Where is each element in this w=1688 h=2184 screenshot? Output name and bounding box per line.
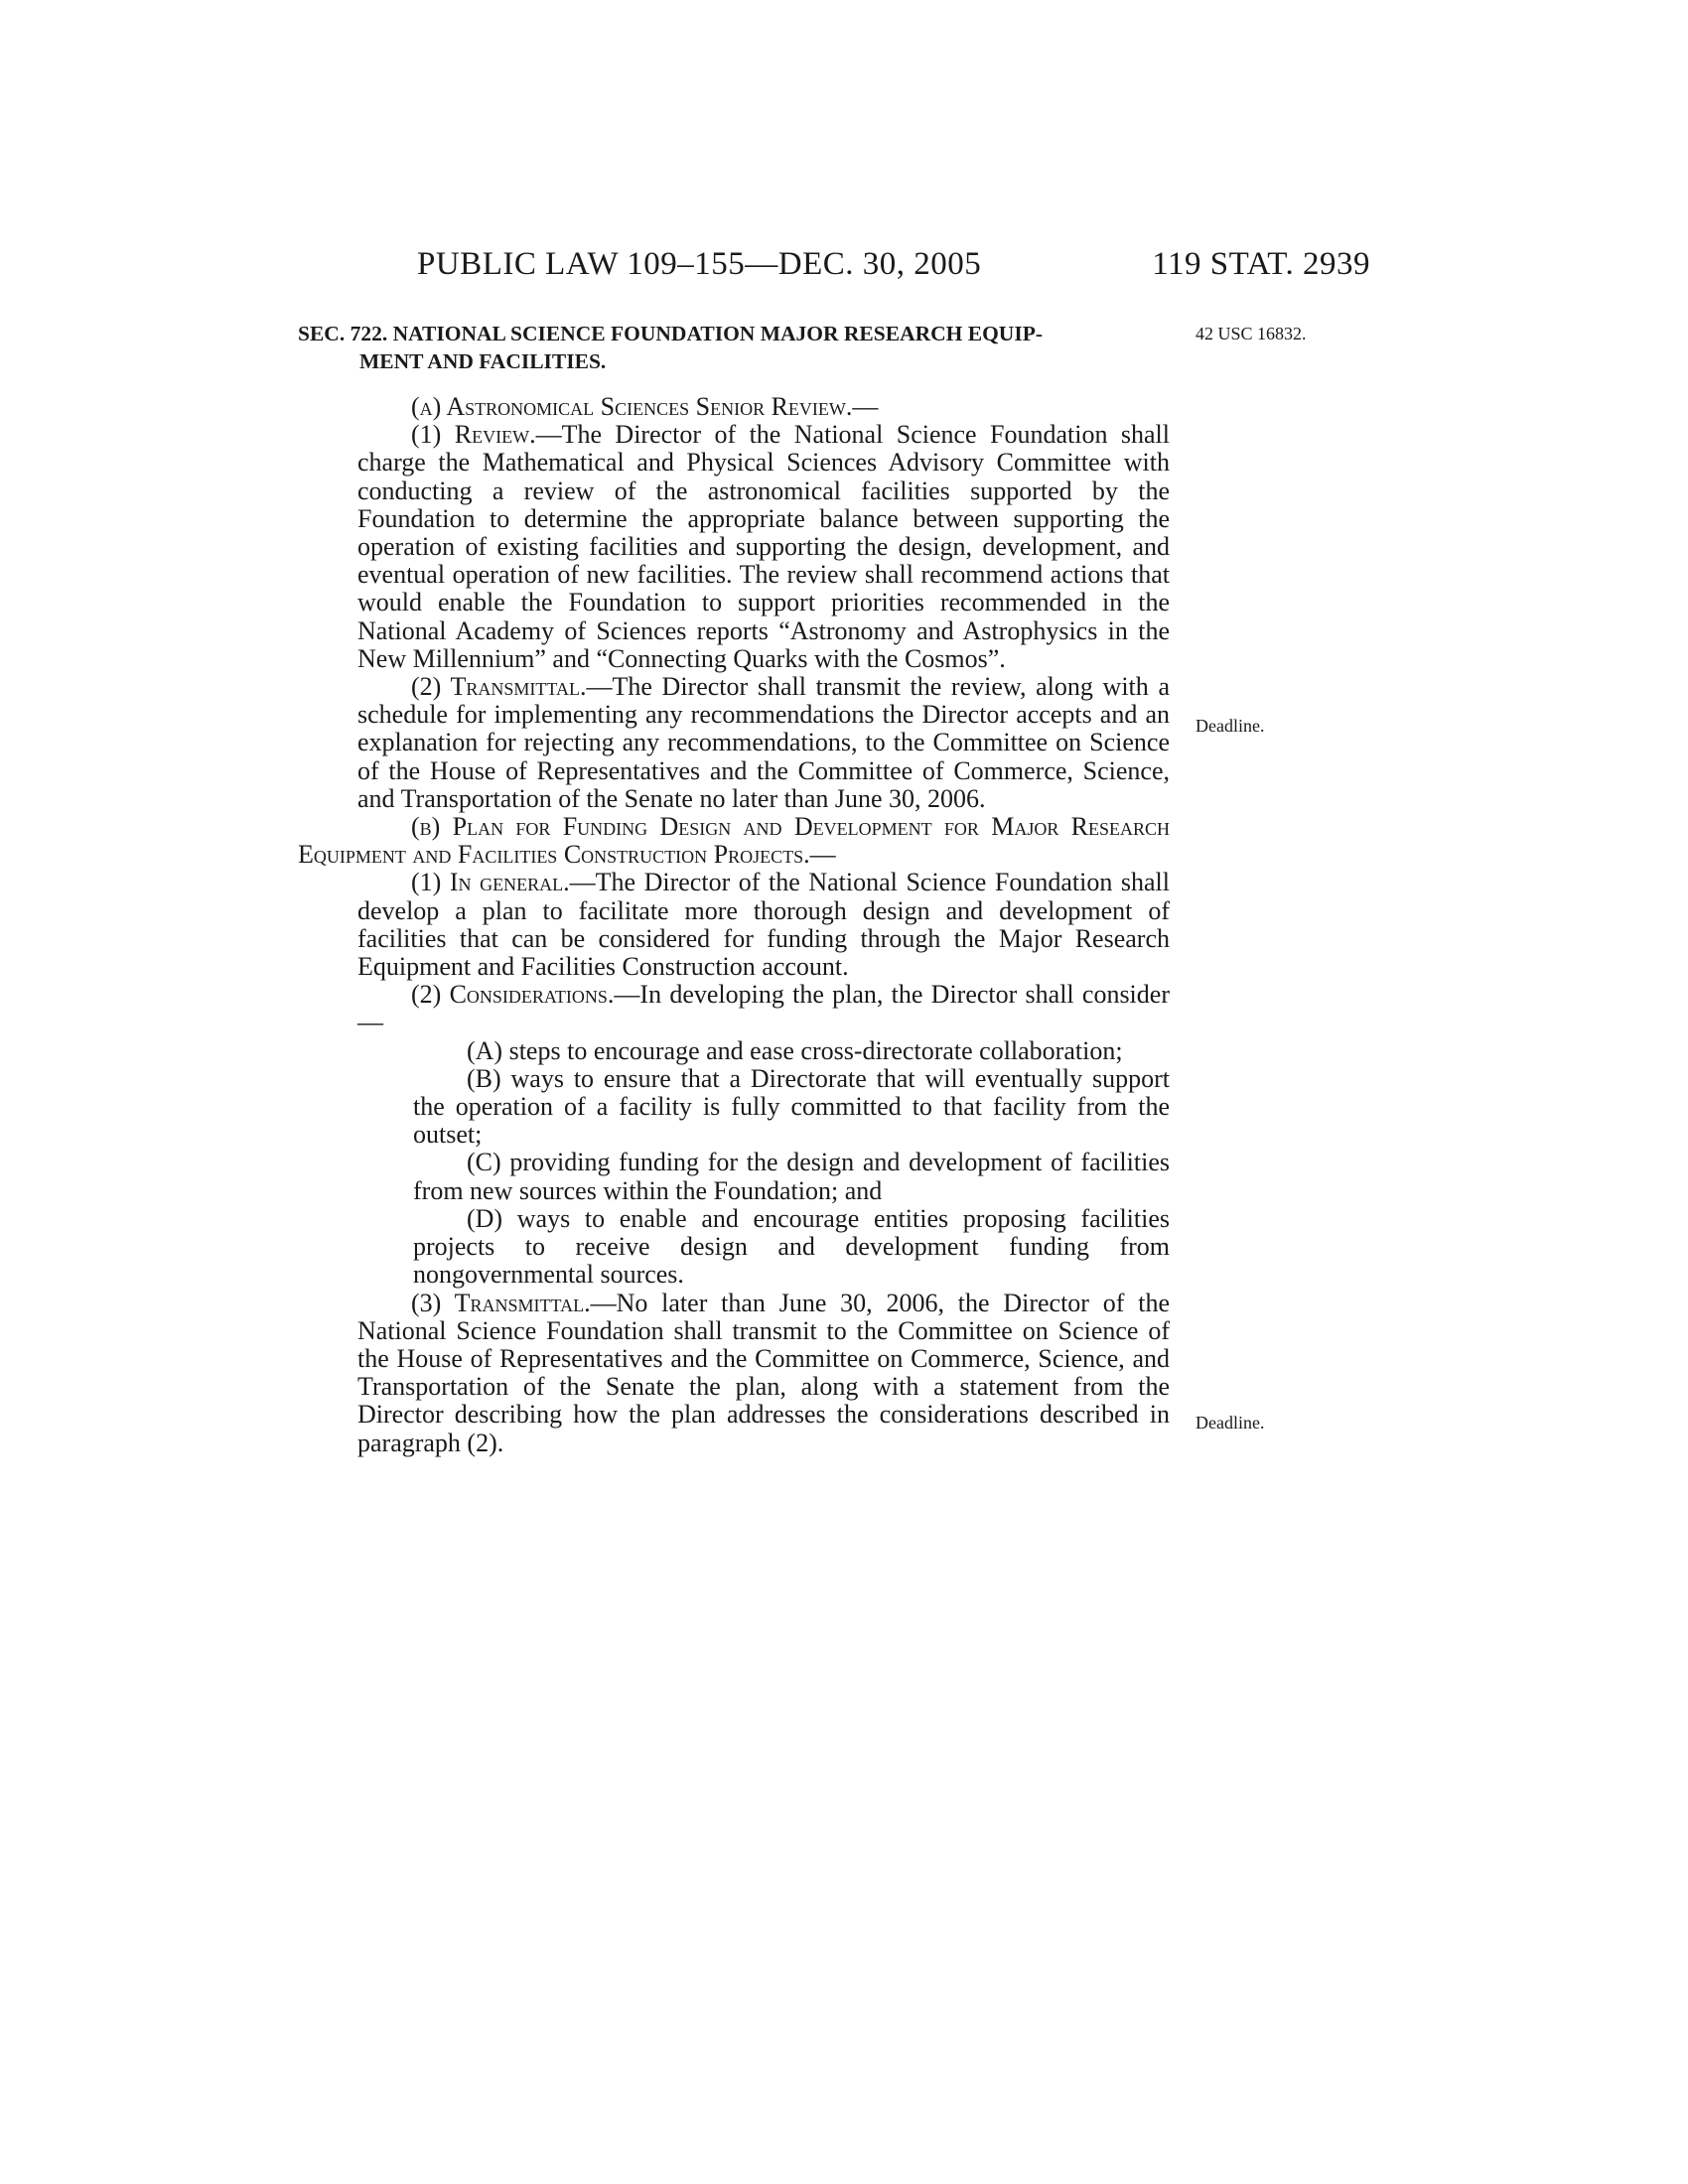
usc-citation: 42 USC 16832. bbox=[1196, 324, 1307, 343]
list-item-c: (C) providing funding for the design and development of facilities from new sources within the Foundation; and bbox=[413, 1148, 1170, 1205]
list-item-a: (A) steps to encourage and ease cross-directorate collaboration; bbox=[467, 1035, 1123, 1065]
section-heading-line2: MENT AND FACILITIES. bbox=[359, 349, 607, 373]
margin-note-deadline-2: Deadline. bbox=[1196, 1413, 1265, 1433]
section-heading bbox=[298, 320, 1172, 375]
subsection-a-heading: (a) Astronomical Sciences Senior Review.— bbox=[411, 392, 879, 421]
list-item-b: (B) ways to ensure that a Directorate that will eventually support the operation of a facility is fully committed to that facility from the outset; bbox=[413, 1063, 1170, 1150]
paragraph-lead: (2) Considerations.— bbox=[411, 980, 640, 1010]
paragraph-lead: (1) Review.— bbox=[411, 420, 562, 450]
paragraph-lead: (3) Transmittal.— bbox=[411, 1288, 617, 1317]
running-head: PUBLIC LAW 109–155—DEC. 30, 2005 bbox=[417, 246, 982, 282]
margin-note-deadline-1: Deadline. bbox=[1196, 716, 1265, 736]
paragraph-text: No later than June 30, 2006, the Director of the National Science Foundation shall transmit to the Committee on Science of the House of Representatives and the Committee on Commerce, Science, and Transportation of the Senate the plan, along with a statement from the Director describing how the plan addresses the considerations described in paragraph (2). bbox=[357, 1288, 1170, 1457]
section-body bbox=[298, 392, 1171, 1457]
paragraph-text: The Director of the National Science Foundation shall charge the Mathematical and Physical Sciences Advisory Committee with conducting a review of the astronomical facilities supported by the Foundation to determine the appropriate balance between supporting the operation of existing facilities and supporting the design, development, and eventual operation of new facilities. The review shall recommend actions that would enable the Foundation to support priorities recommended in the National Academy of Sciences reports “Astronomy and Astrophysics in the New Millennium” and “Connecting Quarks with the Cosmos”. bbox=[357, 420, 1171, 673]
paragraph-lead: (1) In general.— bbox=[411, 868, 596, 897]
section-heading-line1: SEC. 722. NATIONAL SCIENCE FOUNDATION MAJOR RESEARCH EQUIP- bbox=[298, 322, 1043, 345]
subsection-b-paragraph-2 bbox=[357, 981, 1170, 1036]
list-item-d: (D) ways to enable and encourage entities proposing facilities projects to receive design and development funding from nongovernmental sources. bbox=[413, 1203, 1170, 1290]
subsection-b-heading: (b) Plan for Funding Design and Development for Major Research Equipment and Facilities Construction Projects.— bbox=[298, 812, 1170, 870]
stat-page-number: 119 STAT. 2939 bbox=[1152, 246, 1370, 282]
paragraph-text: The Director of the National Science Foundation shall develop a plan to facilitate more thorough design and development of facilities that can be considered for funding through the Major Research Equipment and Facilities Construction account. bbox=[357, 868, 1170, 982]
page-header bbox=[417, 246, 1370, 286]
subsection-a-paragraph-2 bbox=[357, 673, 1170, 813]
subsection-b-paragraph-3 bbox=[357, 1290, 1170, 1457]
paragraph-text: In developing the plan, the Director shall consider— bbox=[357, 980, 1170, 1037]
subsection-b-paragraph-1 bbox=[357, 869, 1170, 981]
paragraph-lead: (2) Transmittal.— bbox=[411, 672, 613, 702]
subsection-a-paragraph-1 bbox=[357, 421, 1170, 673]
paragraph-text: The Director shall transmit the review, along with a schedule for implementing any recommendations the Director accepts and an explanation for rejecting any recommendations, to the Committee on Science of the House of Representatives and the Committee of Commerce, Science, and Transportation of the Senate no later than June 30, 2006. bbox=[357, 672, 1170, 813]
